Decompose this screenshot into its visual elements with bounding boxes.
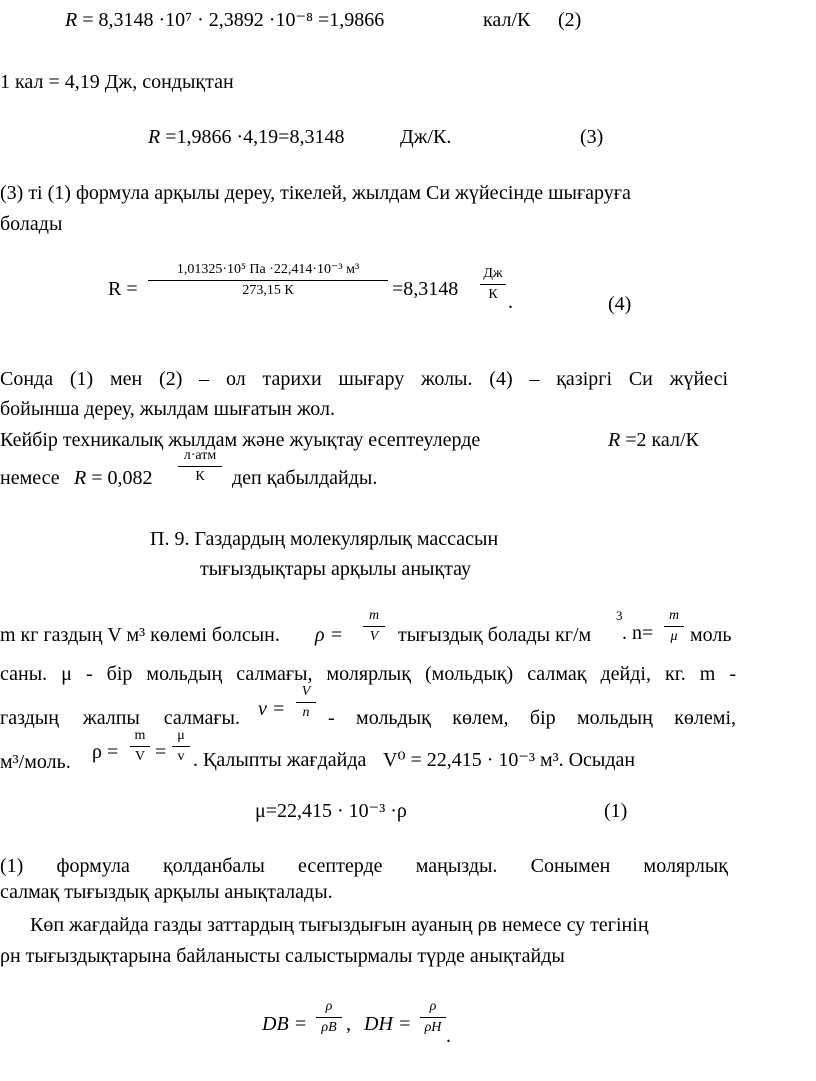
eq4-value: =8,3148 [392, 278, 459, 300]
v-fraction: V n [296, 684, 316, 721]
paragraph-line: (1) формула қолданбалы есептерде маңызды. Сонымен молярлық [0, 855, 728, 877]
n-fraction: m μ [664, 608, 684, 645]
paragraph-line: бойынша дереу, жылдам шығатын жол. [0, 398, 335, 420]
eq1-number: (1) [604, 800, 628, 822]
paragraph-line: деп қабылдайды. [232, 467, 378, 489]
superscript: 3 [616, 608, 623, 623]
eq4-denominator: 273,15 К [242, 283, 294, 298]
paragraph-line: Кейбір техникалық жылдам және жуықтау есептеулерде [0, 429, 481, 451]
paragraph-line: (3) ті (1) формула арқылы дереу, тікелей, жылдам Си жүйесінде шығаруға [0, 182, 631, 204]
eq2-number: (2) [558, 9, 582, 31]
section-heading: тығыздықтары арқылы анықтау [200, 558, 472, 580]
paragraph-line: болады [0, 213, 63, 235]
unit-denominator: К [195, 469, 205, 484]
paragraph-line: м³/моль. [0, 751, 71, 773]
eq4-fraction [148, 262, 388, 299]
para3-unit-fraction [178, 448, 222, 485]
unit-numerator: л·атм [183, 448, 217, 463]
paragraph-line: . Қалыпты жағдайда [193, 749, 367, 771]
eq1-body: μ=22,415 · 10⁻³ ·ρ [255, 800, 407, 822]
r-symbol: R [74, 467, 87, 489]
paragraph-line: ρн тығыздықтарына байланысты салыстырмалы түрде анықтайды [0, 945, 565, 967]
eq4-numerator: 1,01325·10⁵ Па ·22,414·10⁻³ м³ [176, 262, 360, 277]
rho-symbol: ρ = [315, 624, 344, 646]
mu-fraction: μ v [172, 728, 190, 765]
v-symbol: v = [258, 698, 286, 720]
paragraph-line: Көп жағдайда газды заттардың тығыздығын ауаның ρв немесе су тегінің [30, 914, 649, 936]
eq4-number: (4) [608, 293, 632, 315]
eq3-line [148, 125, 344, 149]
paragraph-line: салмақ тығыздық арқылы анықталады. [0, 881, 333, 903]
rho-symbol: ρ = [92, 741, 119, 763]
db-fraction: ρ ρB [316, 999, 342, 1036]
eq2-body: = 8,3148 ·10⁷ · 2,3892 ·10⁻⁸ =1,9866 [77, 9, 385, 31]
eq4-lhs: R = [108, 278, 138, 300]
paragraph-line: тығыздық болады кг/м [398, 624, 592, 646]
eq2-line [65, 8, 384, 32]
para3-value: R =2 кал/К [608, 429, 699, 451]
r-symbol: R [148, 126, 161, 148]
eq3-number: (3) [580, 126, 604, 148]
para3-value2: R = 0,082 [74, 467, 153, 489]
eqd-dot: . [446, 1025, 451, 1047]
v0-expression: V⁰ = 22,415 · 10⁻³ м³. Осыдан [383, 749, 636, 771]
eq3-unit: Дж/К. [400, 126, 452, 148]
paragraph-line: . n= [622, 622, 654, 644]
r-symbol: R [65, 9, 78, 31]
rho-fraction: m V [130, 728, 150, 765]
eq3-body: =1,9866 ·4,19=8,3148 [160, 126, 345, 148]
unit-denominator: К [488, 287, 498, 302]
db-symbol: DB = [262, 1013, 308, 1035]
rho-fraction: m V [363, 608, 385, 645]
r-symbol: R [608, 429, 621, 451]
paragraph-line: моль [690, 624, 732, 646]
dh-symbol: DH = [364, 1013, 412, 1035]
paragraph-line: Сонда (1) мен (2) – ол тарихи шығару жолы. (4) – қазіргі Си жүйесі [0, 368, 728, 390]
eq4-unit-fraction [480, 266, 506, 303]
text-line: 1 кал = 4,19 Дж, сондықтан [0, 71, 234, 93]
dh-fraction: ρ ρH [420, 999, 446, 1036]
paragraph-line: газдың жалпы салмағы. [0, 707, 240, 729]
paragraph-line: немесе [0, 467, 60, 489]
eq2-unit: кал/К [483, 9, 531, 31]
paragraph-line: - мольдық көлем, бір мольдың көлемі, [328, 707, 736, 729]
paragraph-line: m кг газдың V м³ көлемі болсын. [0, 624, 280, 646]
separator: , [346, 1013, 351, 1035]
equals: = [155, 741, 167, 763]
unit-numerator: Дж [483, 266, 503, 281]
paragraph-line: саны. μ - бір мольдың салмағы, молярлық (мольдық) салмақ дейді, кг. m - [0, 663, 736, 685]
section-heading: П. 9. Газдардың молекулярлық массасын [150, 528, 499, 550]
eq4-dot: . [508, 291, 513, 313]
